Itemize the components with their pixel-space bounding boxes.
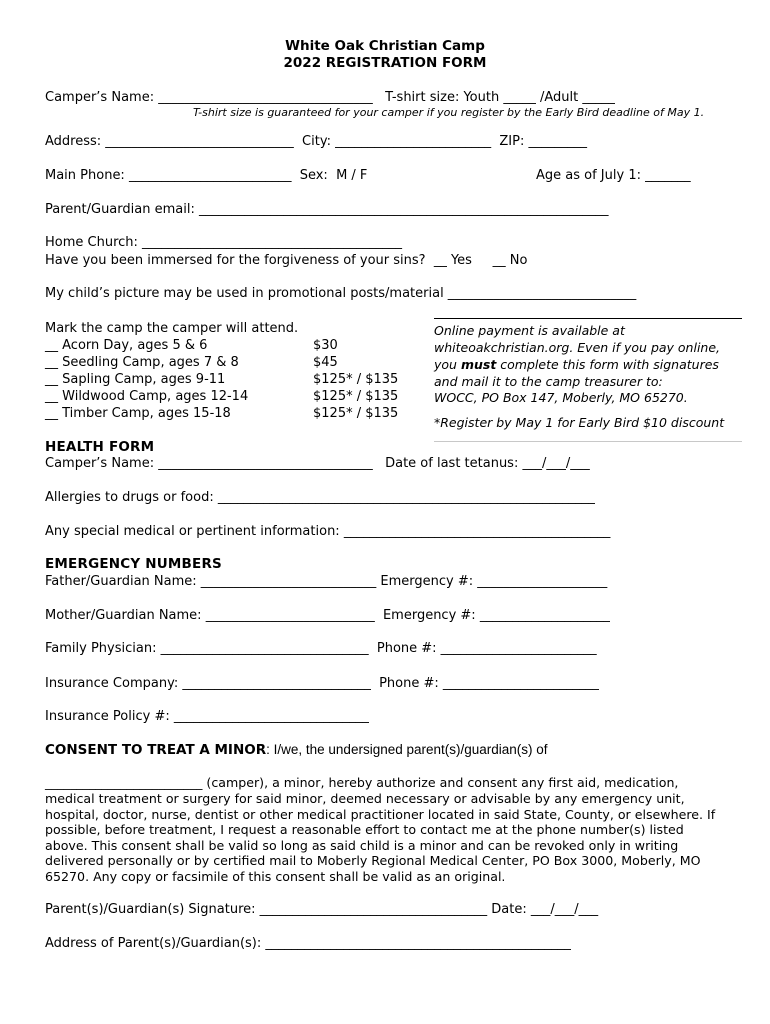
health-camper-name-line[interactable]: Camper’s Name: _________________________________ Date of last tetanus: ___/___/___ bbox=[45, 456, 590, 471]
insurance-company-line[interactable]: Insurance Company: _____________________________ Phone #: ________________________ bbox=[45, 676, 599, 691]
early-bird-note: *Register by May 1 for Early Bird $10 discount bbox=[434, 415, 725, 430]
camp-option-price: $125* / $135 bbox=[313, 406, 399, 421]
family-physician-line[interactable]: Family Physician: ________________________________ Phone #: ________________________ bbox=[45, 641, 597, 656]
medical-info-line[interactable]: Any special medical or pertinent information: _________________________________________ bbox=[45, 524, 611, 539]
home-church-line[interactable]: Home Church: ________________________________________ bbox=[45, 235, 403, 250]
camp-prompt: Mark the camp the camper will attend. bbox=[45, 321, 299, 336]
health-heading: HEALTH FORM bbox=[45, 439, 155, 455]
consent-text-line: possible, before treatment, I request a reasonable effort to contact me at the phone number(s) listed bbox=[45, 822, 684, 837]
consent-heading: CONSENT TO TREAT A MINOR bbox=[45, 742, 267, 758]
camp-option-label[interactable]: __ Wildwood Camp, ages 12-14 bbox=[45, 389, 249, 404]
form-subtitle: 2022 REGISTRATION FORM bbox=[283, 55, 487, 71]
emergency-heading: EMERGENCY NUMBERS bbox=[45, 556, 222, 572]
payment-top-rule bbox=[434, 318, 742, 319]
camp-option-label[interactable]: __ Sapling Camp, ages 9-11 bbox=[45, 372, 226, 387]
camp-option-label[interactable]: __ Seedling Camp, ages 7 & 8 bbox=[45, 355, 239, 370]
consent-text-line: delivered personally or by certified mail to Moberly Regional Medical Center, PO Box 3000, Moberly, MO bbox=[45, 853, 701, 868]
main-phone-line[interactable]: Main Phone: _________________________ Sex: M / F bbox=[45, 168, 368, 183]
camp-option-price: $125* / $135 bbox=[313, 372, 399, 387]
immersed-question[interactable]: Have you been immersed for the forgiveness of your sins? __ Yes __ No bbox=[45, 253, 528, 268]
camp-option-price: $30 bbox=[313, 338, 338, 353]
signature-line[interactable]: Parent(s)/Guardian(s) Signature: ___________________________________ Date: ___/___/___ bbox=[45, 902, 599, 917]
consent-intro: CONSENT TO TREAT A MINOR: I/we, the undersigned parent(s)/guardian(s) of bbox=[45, 742, 548, 758]
tshirt-note: T-shirt size is guaranteed for your camper if you register by the Early Bird deadline of May 1. bbox=[193, 106, 705, 119]
camp-option-price: $45 bbox=[313, 355, 338, 370]
payment-note-line: you must complete this form with signatures bbox=[434, 357, 719, 372]
consent-text-line: 65270. Any copy or facsimile of this consent shall be valid as an original. bbox=[45, 869, 506, 884]
camp-option-price: $125* / $135 bbox=[313, 389, 399, 404]
form-title: White Oak Christian Camp bbox=[285, 38, 485, 54]
payment-address: WOCC, PO Box 147, Moberly, MO 65270. bbox=[434, 390, 688, 405]
insurance-policy-line[interactable]: Insurance Policy #: ______________________________ bbox=[45, 709, 369, 724]
payment-note-line: and mail it to the camp treasurer to: bbox=[434, 374, 663, 389]
payment-note-line: Online payment is available at bbox=[434, 323, 625, 338]
consent-text-line: above. This consent shall be valid so long as said child is a minor and can be revoked only in writing bbox=[45, 838, 679, 853]
consent-text-line: medical treatment or surgery for said minor, deemed necessary or advisable by any emergency unit, bbox=[45, 791, 685, 806]
mother-guardian-line[interactable]: Mother/Guardian Name: __________________________ Emergency #: ____________________ bbox=[45, 608, 610, 623]
consent-text-line[interactable]: _________________________ (camper), a minor, hereby authorize and consent any first aid, medication, bbox=[45, 775, 679, 790]
allergies-line[interactable]: Allergies to drugs or food: __________________________________________________________ bbox=[45, 490, 595, 505]
address-line[interactable]: Address: _____________________________ City: ________________________ ZIP: _________ bbox=[45, 134, 587, 149]
picture-consent-line[interactable]: My child’s picture may be used in promotional posts/material _____________________________ bbox=[45, 286, 637, 301]
camper-name-line[interactable]: Camper’s Name: _________________________________ T-shirt size: Youth _____ /Adult _____ bbox=[45, 90, 615, 105]
age-line[interactable]: Age as of July 1: _______ bbox=[536, 168, 691, 183]
payment-must-emphasis: must bbox=[460, 357, 497, 372]
father-guardian-line[interactable]: Father/Guardian Name: ___________________________ Emergency #: ____________________ bbox=[45, 574, 608, 589]
camp-option-label[interactable]: __ Acorn Day, ages 5 & 6 bbox=[45, 338, 208, 353]
payment-bottom-rule bbox=[434, 441, 742, 442]
payment-note-line: whiteoakchristian.org. Even if you pay online, bbox=[434, 340, 721, 355]
consent-text-line: hospital, doctor, nurse, dentist or other medical practitioner located in said State, County, or elsewhere. If bbox=[45, 807, 716, 822]
parent-email-line[interactable]: Parent/Guardian email: _______________________________________________________________ bbox=[45, 202, 609, 217]
guardian-address-line[interactable]: Address of Parent(s)/Guardian(s): _______________________________________________ bbox=[45, 936, 571, 951]
camp-option-label[interactable]: __ Timber Camp, ages 15-18 bbox=[45, 406, 231, 421]
